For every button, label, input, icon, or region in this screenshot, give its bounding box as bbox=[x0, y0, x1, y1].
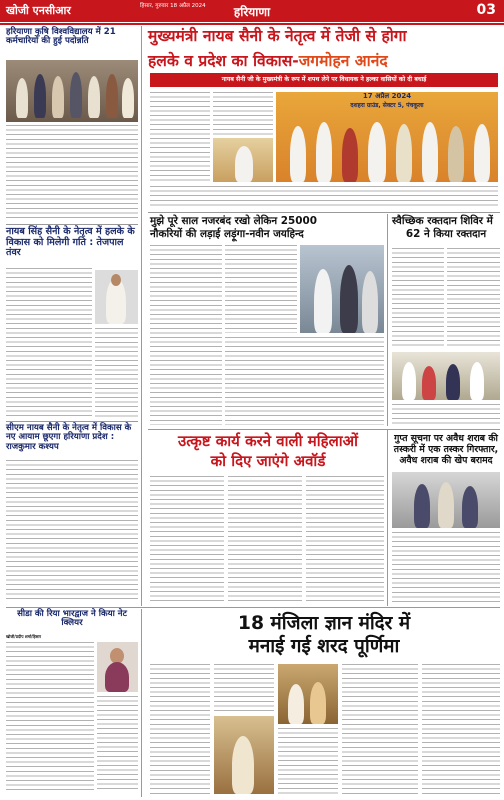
story-body bbox=[422, 664, 500, 794]
lead-headline-name: जगमोहन आनंद bbox=[298, 52, 388, 70]
banner-date: 17 अप्रैल 2024 bbox=[362, 92, 412, 100]
column-divider bbox=[387, 214, 388, 426]
scrap-headline-line1: गुप्त सूचना पर अवैध शराब की bbox=[394, 433, 498, 444]
story-byline: खोजी/प्रदीप शर्मा/हिसार bbox=[6, 634, 42, 639]
story-divider bbox=[6, 607, 500, 608]
jobs-headline-line1: मुझे पूरे साल नजरबंद रखो लेकिन 25000 bbox=[150, 215, 317, 227]
story-body bbox=[150, 245, 222, 425]
temple-photo bbox=[278, 664, 338, 724]
blood-headline-line2: 62 ने किया रक्तदान bbox=[405, 228, 487, 240]
blood-camp-photo bbox=[392, 352, 500, 400]
story-body bbox=[95, 328, 138, 418]
story-divider bbox=[6, 224, 138, 225]
story-body bbox=[150, 664, 210, 794]
lead-headline-line1: मुख्यमंत्री नायब सैनी के नेतृत्व में तेजी से होगा bbox=[148, 27, 407, 45]
awards-headline-line1: उत्कृष्ट कार्य करने वाली महिलाओं bbox=[177, 432, 358, 450]
story-divider bbox=[6, 421, 138, 422]
story-body bbox=[392, 532, 500, 602]
newspaper-brand: खोजी एनसीआर bbox=[6, 4, 71, 17]
story-body bbox=[392, 404, 500, 426]
story-body bbox=[6, 642, 94, 792]
protest-photo bbox=[300, 245, 384, 333]
story-body bbox=[278, 728, 338, 794]
swearing-in-photo bbox=[276, 92, 498, 182]
story-divider bbox=[148, 212, 500, 213]
group-photo bbox=[6, 60, 138, 122]
lead-headline-part: हलके व प्रदेश का विकास- bbox=[148, 52, 299, 70]
story-headline: नायब सिंह सैनी के नेतृत्व में हलके के विकास को मिलेगी गति : तेजपाल तंवर bbox=[6, 226, 135, 259]
mla-photo bbox=[213, 138, 273, 182]
story-headline: सीडा की रिया भारद्वाज ने किया नेट क्लियर bbox=[17, 609, 127, 629]
event-banner bbox=[276, 92, 498, 114]
story-body bbox=[150, 476, 224, 602]
story-body bbox=[392, 248, 444, 348]
story-body bbox=[6, 460, 138, 600]
story-headline: हरियाणा कृषि विश्वविद्यालय में 21 कर्मचारियों की हुई पदोन्नति bbox=[6, 27, 116, 47]
section-title: हरियाणा bbox=[233, 5, 271, 19]
column-divider bbox=[141, 609, 142, 797]
lead-headline-line2 bbox=[148, 49, 500, 71]
story-body bbox=[225, 337, 384, 425]
story-body bbox=[306, 476, 384, 602]
scrap-headline-line3: अवैध शराब की खेप बरामद bbox=[399, 455, 493, 466]
temple-headline-line1: 18 मंजिला ज्ञान मंदिर में bbox=[237, 613, 411, 634]
page-number: 03 bbox=[476, 2, 496, 18]
story-body bbox=[97, 696, 138, 792]
story-body bbox=[6, 268, 92, 418]
story-divider bbox=[148, 429, 500, 430]
temple-headline-line2: मनाई गई शरद पूर्णिमा bbox=[248, 636, 400, 657]
column-divider bbox=[141, 26, 142, 606]
masthead bbox=[0, 0, 504, 22]
awards-headline-line2: को दिए जाएंगे अवॉर्ड bbox=[210, 452, 326, 470]
story-body bbox=[447, 248, 500, 348]
story-body bbox=[228, 476, 302, 602]
story-body bbox=[150, 186, 498, 208]
jobs-headline-line2: नौकरियों की लड़ाई लड़ूंगा-नवीन जयहिन्द bbox=[150, 228, 304, 240]
student-photo bbox=[97, 642, 138, 692]
story-body bbox=[225, 245, 297, 333]
banner-venue: दशहरा ग्राउंड, सेक्टर 5, पंचकूला bbox=[350, 102, 424, 109]
temple-photo bbox=[214, 716, 274, 794]
story-body bbox=[342, 664, 418, 794]
story-body bbox=[214, 664, 274, 714]
issue-date: हिसार, गुरुवार 18 अप्रैल 2024 bbox=[140, 3, 206, 9]
portrait-photo bbox=[95, 270, 138, 324]
arrest-photo bbox=[392, 472, 500, 528]
column-divider bbox=[387, 430, 388, 606]
blood-headline-line1: स्वैच्छिक रक्तदान शिविर में bbox=[392, 215, 493, 227]
story-body bbox=[213, 92, 273, 136]
story-body bbox=[6, 125, 138, 221]
lead-subhead: नायब सैनी जी के मुख्यमंत्री के रूप में शपथ लेने पर विधायक ने हल्का वासियों को दी बधाई bbox=[150, 73, 498, 87]
scrap-headline-line2: तस्करी में एक तस्कर गिरफ्तार, bbox=[393, 444, 499, 455]
story-body bbox=[150, 92, 210, 182]
story-headline: सीएम नायब सैनी के नेतृत्व में विकास के नए आयाम छूएगा हरियाणा प्रदेश : राजकुमार कश्यप bbox=[6, 423, 132, 452]
masthead-rule bbox=[0, 23, 504, 25]
